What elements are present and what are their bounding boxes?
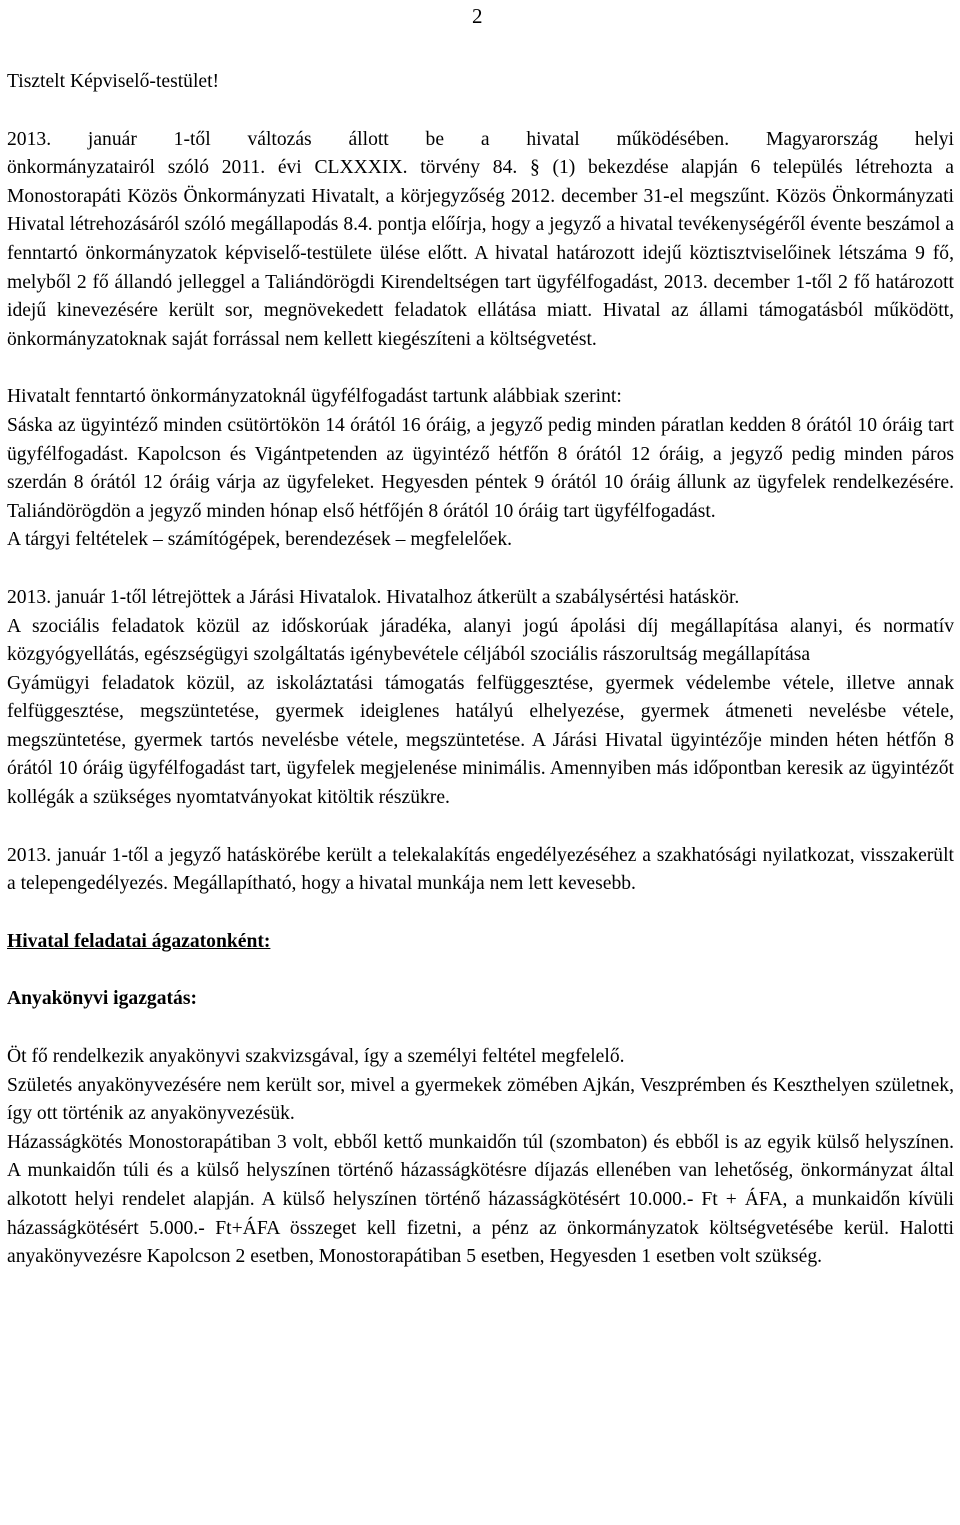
paragraph-social-tasks: A szociális feladatok közül az időskorúak járadéka, alanyi jogú ápolási díj megállapítása alanyi, és normatív közgyógyellátás, egészségügyi szolgáltatás igénybevétele céljából szociális rászorultság megállapítása (7, 615, 954, 666)
spacer (7, 555, 954, 584)
spacer (7, 354, 954, 383)
spacer (7, 1014, 954, 1043)
section-heading-tasks: Hivatal feladatai ágazatonként: (7, 930, 271, 952)
paragraph-equipment: A tárgyi feltételek – számítógépek, berendezések – megfelelőek. (7, 529, 513, 551)
subsection-heading-registry: Anyakönyvi igazgatás: (7, 988, 197, 1010)
paragraph-reorganization-first-line: 2013. január 1-től változás állott be a hivatal működésében. Magyarország helyi (7, 128, 954, 150)
paragraph-office-hours: Sáska az ügyintéző minden csütörtökön 14 órától 16 óráig, a jegyző pedig minden páratlan kedden 8 órától 10 óráig tart ügyfélfogadást. Kapolcson és Vigántpetenden az ügyintéző hétfőn 8 órától 12 óráig, a jegyző pedig minden páros szerdán 8 órától 12 óráig várja az ügyfeleket. Hegyesden péntek 9 órától 10 óráig állunk az ügyfelek rendelkezésére. Taliándörögdön a jegyző minden hónap első hétfőjén 8 órától 10 óráig tart ügyfélfogadást. (7, 414, 954, 522)
spacer (7, 899, 954, 928)
paragraph-office-hours-intro: Hivatalt fenntartó önkormányzatoknál ügyfélfogadást tartunk alábbiak szerint: (7, 386, 622, 408)
spacer (7, 97, 954, 126)
paragraph-district-offices: 2013. január 1-től létrejöttek a Járási Hivatalok. Hivatalhoz átkerült a szabálysértési hatáskör. (7, 586, 740, 608)
salutation: Tisztelt Képviselő-testület! (7, 71, 220, 92)
paragraph-land-division: 2013. január 1-től a jegyző hatáskörébe került a telekalakítás engedélyezéséhez a szakhatósági nyilatkozat, visszakerült a telepengedélyezés. Megállapítható, hogy a hivatal munkája nem lett kevesebb. (7, 844, 954, 895)
paragraph-reorganization: önkormányzatairól szóló 2011. évi CLXXXIX. törvény 84. § (1) bekezdése alapján 6 település létrehozta a Monostorapáti Közös Önkormányzati Hivatalt, a körjegyzőség 2012. december 31-el megszűnt. Közös Önkormányzati Hivatal létrehozásáról szóló megállapodás 8.4. pontja előírja, hogy a jegyző a hivatal tevékenységéről évente beszámol a fenntartó önkormányzatok képviselő-testülete ülése előtt. A hivatal határozott idejű köztisztviselőinek létszáma 9 fő, melyből 2 fő állandó jelleggel a Taliándörögdi Kirendeltségen tart ügyfélfogadást, 2013. december 1-től 2 fő határozott idejű kinevezésére került sor, megnövekedett feladatok ellátása miatt. Hivatal az állami támogatásból működött, önkormányzatoknak saját forrással nem kellett kiegészíteni a költségvetést. (7, 157, 954, 350)
paragraph-registry-marriages: Házasságkötés Monostorapátiban 3 volt, ebből kettő munkaidőn túl (szombaton) és ebből is az egyik külső helyszínen. A munkaidőn túli és a külső helyszínen történő házasságkötésre díjazás ellenében van lehetőség, önkormányzat által alkotott helyi rendelet alapján. A külső helyszínen történő házasságkötésért 10.000.- Ft + ÁFA, a munkaidőn kívüli házasságkötésért 5.000.- Ft+ÁFA összeget kell fizetni, a pénz az önkormányzatok költségvetésébe kerül. Halotti anyakönyvezésre Kapolcson 2 esetben, Monostorapátiban 5 esetben, Hegyesden 1 esetben volt szükség. (7, 1131, 954, 1268)
document-body (7, 68, 954, 1272)
spacer (7, 956, 954, 985)
spacer (7, 813, 954, 842)
page-number: 2 (472, 4, 483, 28)
paragraph-guardianship-tasks: Gyámügyi feladatok közül, az iskoláztatási támogatás felfüggesztése, gyermek védelembe vétele, illetve annak felfüggesztése, megszüntetése, gyermek ideiglenes hatályú elhelyezése, gyermek átmeneti nevelésbe vétele, megszüntetése, gyermek tartós nevelésbe vétele, megszüntetése. A Járási Hivatal ügyintézője minden héten hétfőn 8 órától 10 óráig ügyfélfogadást tart, ügyfelek megjelenése minimális. Amennyiben más időpontban keresik az ügyintézőt kollégák a szükséges nyomtatványokat kitöltik részükre. (7, 672, 954, 809)
paragraph-registry-staff: Öt fő rendelkezik anyakönyvi szakvizsgával, így a személyi feltétel megfelelő. (7, 1046, 625, 1068)
paragraph-registry-births: Születés anyakönyvezésére nem került sor, mivel a gyermekek zömében Ajkán, Veszprémben és Keszthelyen születnek, így ott történik az anyakönyvezésük. (7, 1074, 954, 1125)
